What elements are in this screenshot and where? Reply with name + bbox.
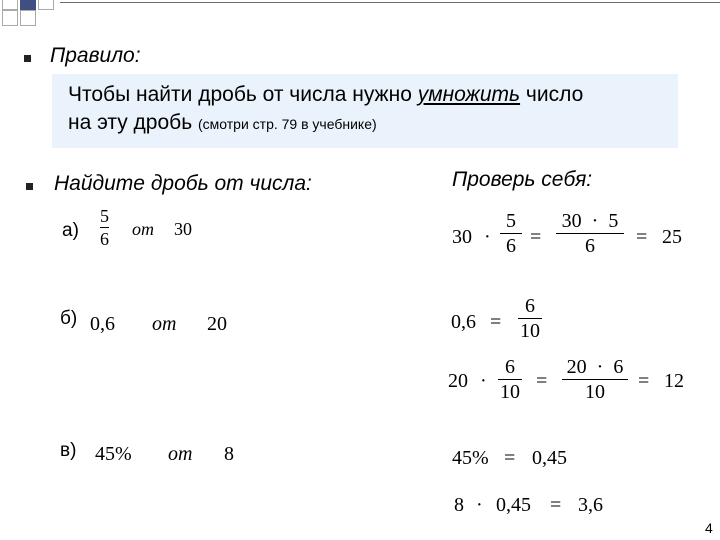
bullet-icon bbox=[26, 183, 33, 190]
problem-b-word: от bbox=[152, 313, 177, 335]
problem-c-label: в) bbox=[60, 440, 77, 461]
multiply-sign: · bbox=[484, 226, 491, 248]
decor-square bbox=[20, 0, 36, 10]
decor-square bbox=[20, 10, 36, 26]
answer-b2-result: 12 bbox=[664, 370, 684, 392]
rule-note: (смотри стр. 79 в учебнике) bbox=[197, 116, 377, 132]
problem-a-number: 30 bbox=[174, 219, 192, 239]
page-number: 4 bbox=[705, 520, 713, 536]
decor-square bbox=[2, 10, 18, 26]
answer-a-number: 30 bbox=[452, 226, 472, 248]
rule-text: Чтобы найти дробь от числа нужно bbox=[68, 83, 418, 106]
rule-line-1 bbox=[68, 82, 583, 108]
rule-text: на эту дробь bbox=[68, 111, 193, 134]
answer-b2-number: 20 bbox=[448, 370, 468, 392]
decor-square bbox=[38, 0, 54, 10]
fraction-numerator: 30 · 5 bbox=[561, 210, 619, 232]
answer-b-lhs: 0,6 bbox=[451, 311, 476, 333]
answer-b-fraction bbox=[518, 295, 542, 342]
rule-line-2 bbox=[68, 110, 377, 137]
problem-a-label: а) bbox=[62, 220, 79, 241]
fraction-numerator: 6 bbox=[505, 356, 515, 378]
fraction-denominator: 10 bbox=[520, 320, 540, 342]
equals-sign: = bbox=[490, 311, 502, 333]
problem-c-percent: 45% bbox=[95, 443, 132, 465]
answer-b2-fraction bbox=[498, 356, 522, 403]
fraction-denominator: 10 bbox=[500, 381, 520, 403]
answer-a-fraction-2 bbox=[556, 210, 624, 257]
equals-sign: = bbox=[536, 370, 548, 392]
top-divider-line bbox=[60, 2, 720, 3]
problem-b-number: 20 bbox=[207, 313, 227, 335]
rule-emphasis: умножить bbox=[417, 83, 521, 106]
fraction-denominator: 6 bbox=[585, 235, 595, 257]
decor-square bbox=[2, 0, 18, 10]
fraction-numerator: 20 · 6 bbox=[566, 356, 624, 378]
answer-c2-result: 3,6 bbox=[578, 494, 603, 516]
fraction-denominator: 6 bbox=[100, 229, 109, 249]
fraction-numerator: 6 bbox=[525, 295, 535, 317]
fraction-denominator: 6 bbox=[506, 235, 516, 257]
problem-b-fraction: 0,6 bbox=[90, 313, 115, 335]
rule-box bbox=[52, 74, 678, 148]
answer-c2-factor: 0,45 bbox=[496, 494, 531, 516]
answer-c-lhs: 45% bbox=[452, 447, 489, 469]
check-heading: Проверь себя: bbox=[452, 168, 593, 191]
bullet-icon bbox=[24, 55, 31, 62]
answer-c2-number: 8 bbox=[454, 494, 464, 516]
rule-heading: Правило: bbox=[50, 44, 141, 67]
fraction-numerator: 5 bbox=[506, 210, 516, 232]
problem-a-word: от bbox=[132, 219, 154, 239]
task-heading: Найдите дробь от числа: bbox=[54, 172, 312, 195]
equals-sign: = bbox=[550, 494, 562, 516]
multiply-sign: · bbox=[476, 494, 483, 516]
equals-sign: = bbox=[636, 226, 648, 248]
fraction-denominator: 10 bbox=[585, 381, 605, 403]
answer-a-fraction bbox=[500, 210, 522, 257]
problem-a-fraction bbox=[100, 206, 109, 249]
rule-text: число bbox=[520, 83, 584, 106]
fraction-numerator: 5 bbox=[100, 206, 109, 226]
equals-sign: = bbox=[638, 370, 650, 392]
equals-sign: = bbox=[530, 226, 542, 248]
problem-c-number: 8 bbox=[224, 443, 234, 465]
answer-c-rhs: 0,45 bbox=[532, 447, 567, 469]
answer-b2-fraction-2 bbox=[562, 356, 628, 403]
problem-b-label: б) bbox=[60, 308, 78, 329]
answer-a-result: 25 bbox=[662, 226, 682, 248]
problem-c-word: от bbox=[168, 443, 193, 465]
equals-sign: = bbox=[504, 447, 516, 469]
multiply-sign: · bbox=[480, 370, 487, 392]
